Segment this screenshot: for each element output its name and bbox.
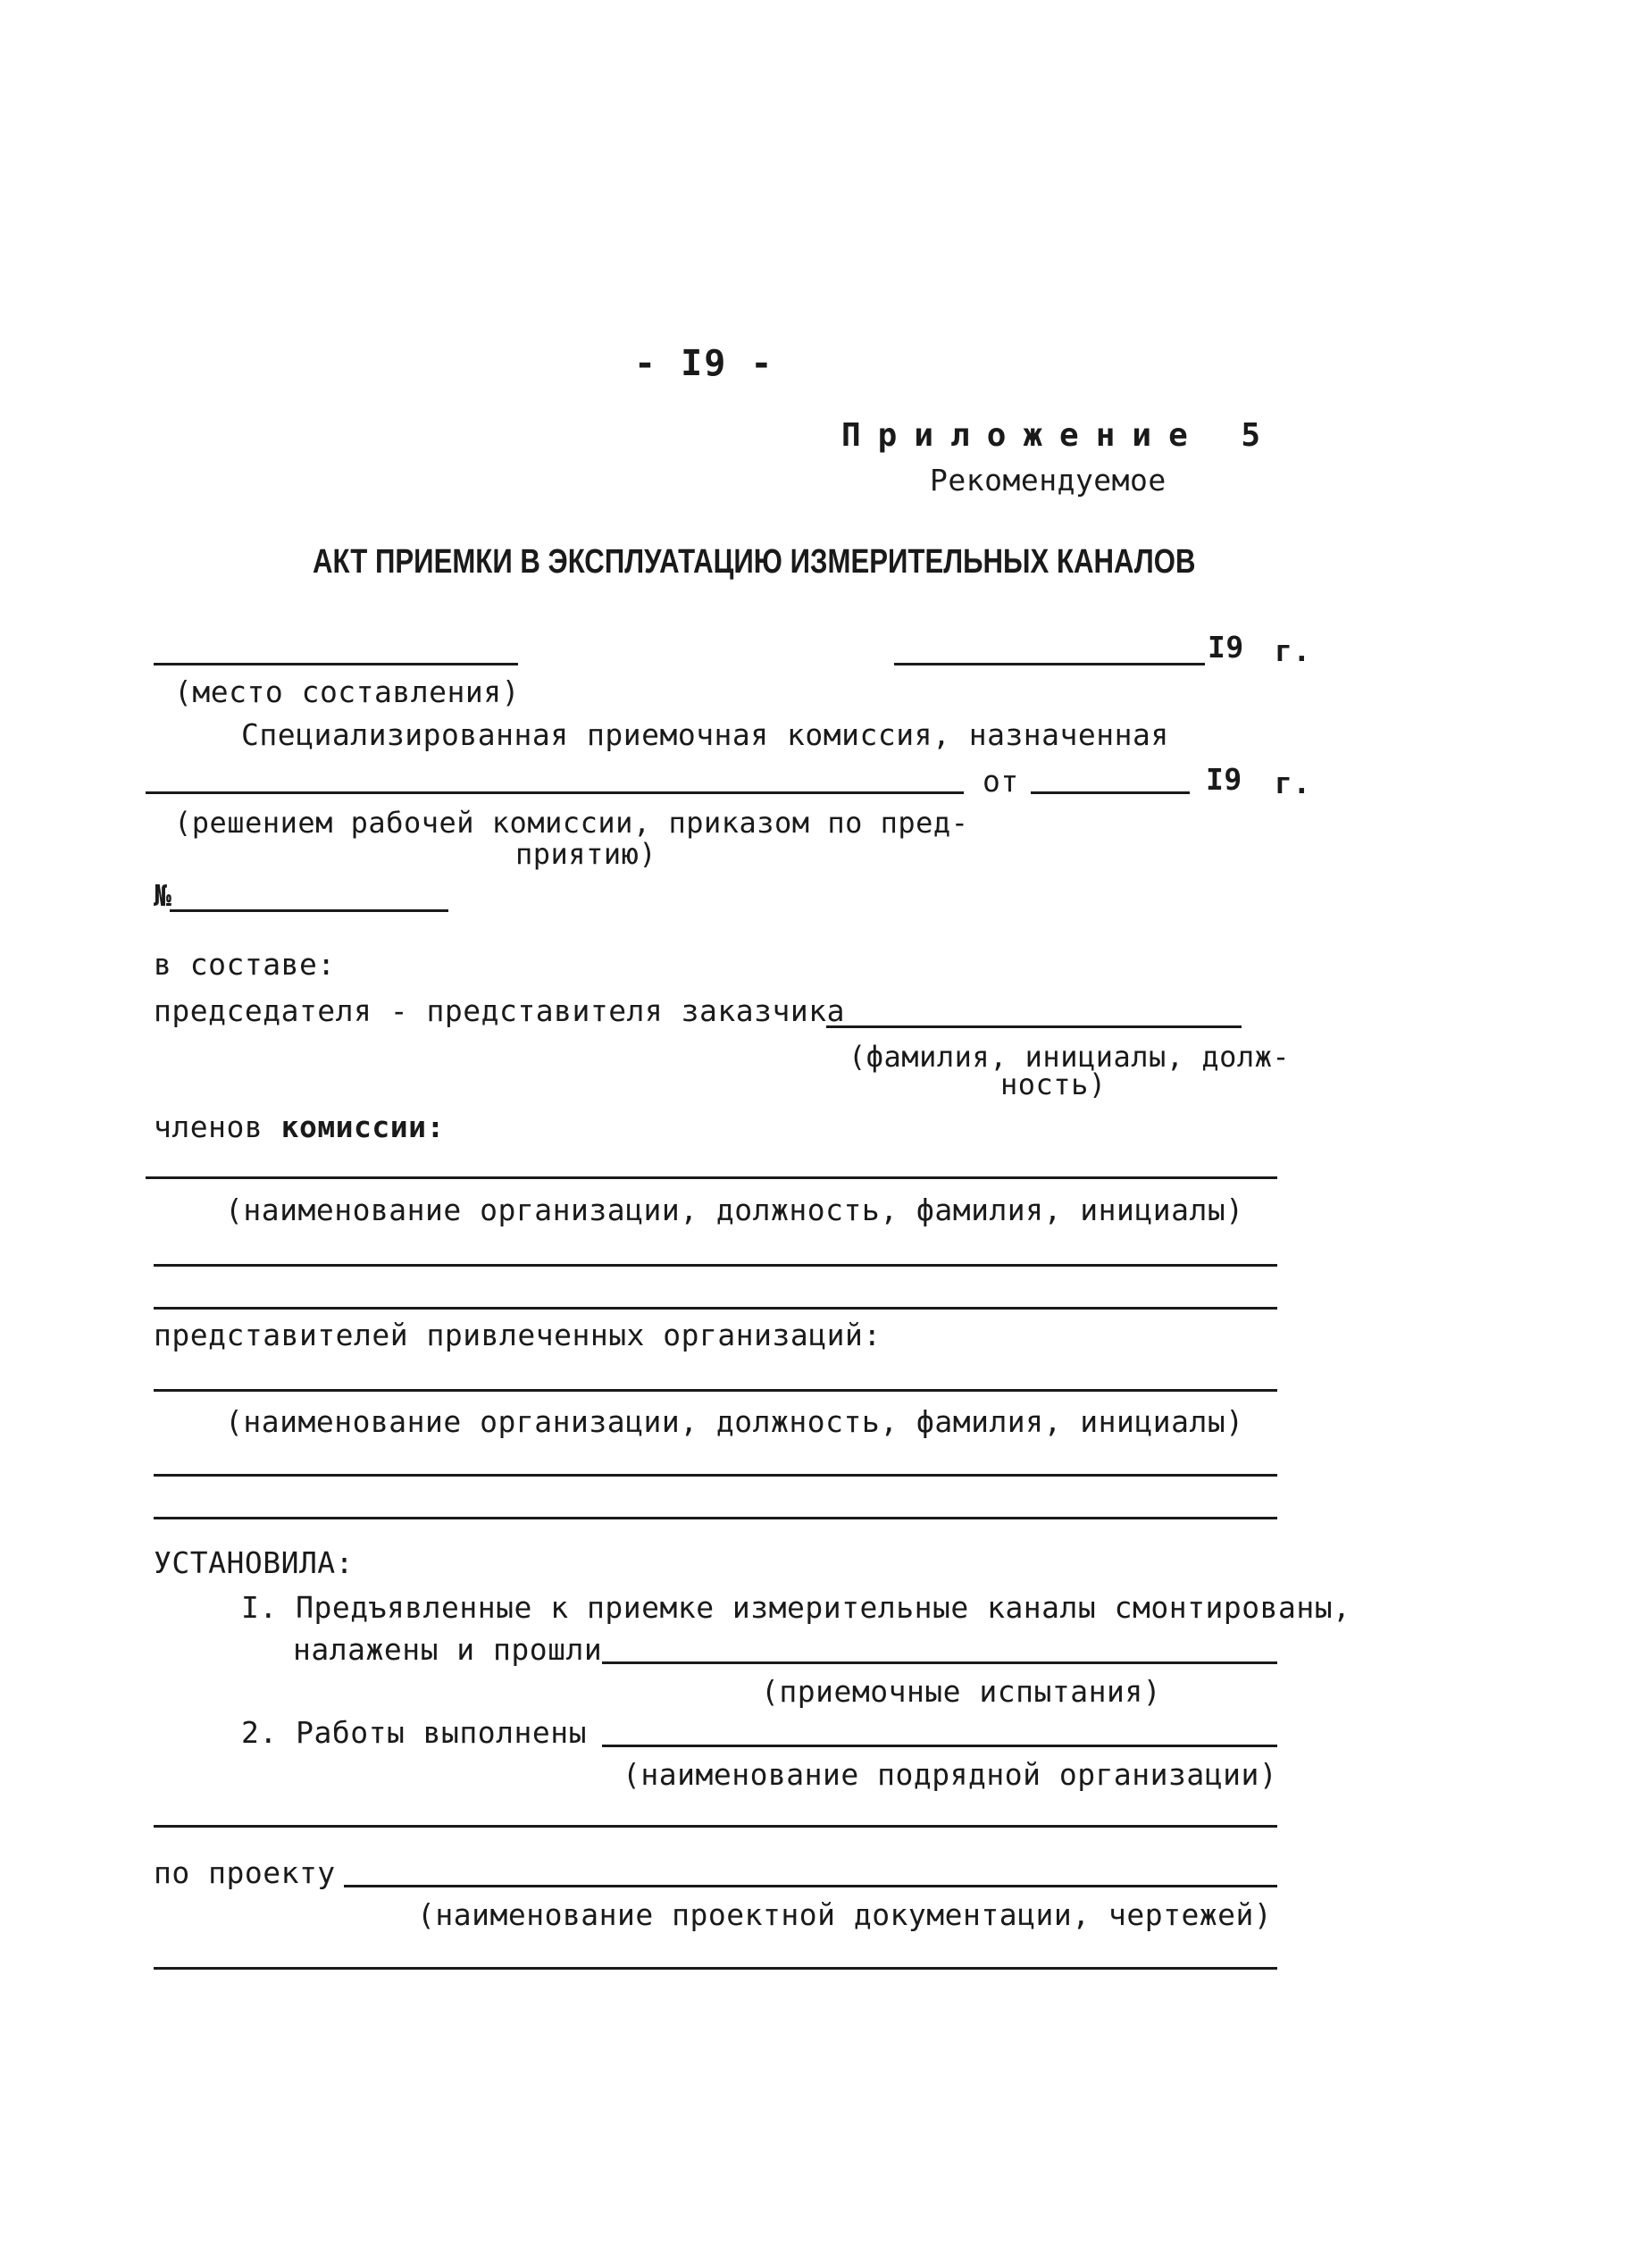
composition-label: в составе: (154, 947, 336, 982)
members-label-prefix: членов (154, 1109, 281, 1144)
reps-line-2 (154, 1474, 1277, 1477)
decision-date-line (1031, 791, 1190, 794)
decision-from-label: от (983, 764, 1019, 799)
reps-label: представителей привлеченных организаций: (154, 1318, 882, 1352)
decision-year-suffix: г. (1275, 766, 1311, 800)
project-hint: (наименование проектной документации, чертежей) (417, 1897, 1273, 1932)
finding-1-hint: (приемочные испытания) (761, 1674, 1162, 1709)
findings-label: УСТАНОВИЛА: (154, 1545, 355, 1580)
finding-2-label: 2. Работы выполнены (241, 1715, 587, 1750)
appendix-status: Рекомендуемое (930, 463, 1167, 498)
chairman-field-line (826, 1025, 1242, 1028)
chairman-hint-line2: ность) (1000, 1067, 1107, 1101)
number-sign: № (154, 878, 172, 913)
finding-1-field-line (602, 1661, 1277, 1664)
place-field-line (154, 663, 518, 665)
date-field-line (894, 663, 1205, 665)
decision-year-prefix: I9 (1206, 762, 1242, 797)
finding-2-line-2 (154, 1825, 1277, 1828)
commission-intro: Специализированная приемочная комиссия, назначенная (241, 717, 1169, 752)
date-year-prefix: I9 (1208, 630, 1244, 665)
members-label-bold: комиссии: (280, 1109, 445, 1144)
appendix-label: Приложение 5 (841, 417, 1278, 454)
members-label (154, 1109, 445, 1144)
project-line-2 (154, 1967, 1277, 1970)
place-hint: (место составления) (174, 674, 520, 709)
decision-hint-line2: приятию) (515, 837, 657, 871)
members-line-2 (154, 1264, 1277, 1267)
date-year-suffix: г. (1275, 633, 1311, 668)
chairman-hint-line1: (фамилия, инициалы, долж- (849, 1040, 1291, 1074)
finding-1-line2: налажены и прошли (293, 1632, 603, 1667)
project-label: по проекту (154, 1855, 336, 1890)
members-line-3 (154, 1307, 1277, 1310)
reps-hint: (наименование организации, должность, фамилия, инициалы) (225, 1404, 1244, 1439)
reps-line-1 (154, 1389, 1277, 1392)
project-field-line (344, 1885, 1277, 1887)
document-title: АКТ ПРИЕМКИ В ЭКСПЛУАТАЦИЮ ИЗМЕРИТЕЛЬНЫХ КАНАЛОВ (313, 543, 1196, 581)
members-hint: (наименование организации, должность, фамилия, инициалы) (225, 1193, 1244, 1227)
page-number: - I9 - (634, 343, 774, 384)
finding-2-hint: (наименование подрядной организации) (623, 1757, 1278, 1792)
decision-field-line (146, 791, 964, 794)
reps-line-3 (154, 1517, 1277, 1519)
finding-2-field-line (602, 1745, 1277, 1747)
chairman-label: председателя - представителя заказчика (154, 993, 845, 1028)
number-field-line (170, 909, 448, 912)
members-line-1 (146, 1176, 1277, 1179)
decision-hint-line1: (решением рабочей комиссии, приказом по пред- (174, 806, 969, 840)
finding-1-line1: I. Предъявленные к приемке измерительные каналы смонтированы, (241, 1590, 1351, 1625)
